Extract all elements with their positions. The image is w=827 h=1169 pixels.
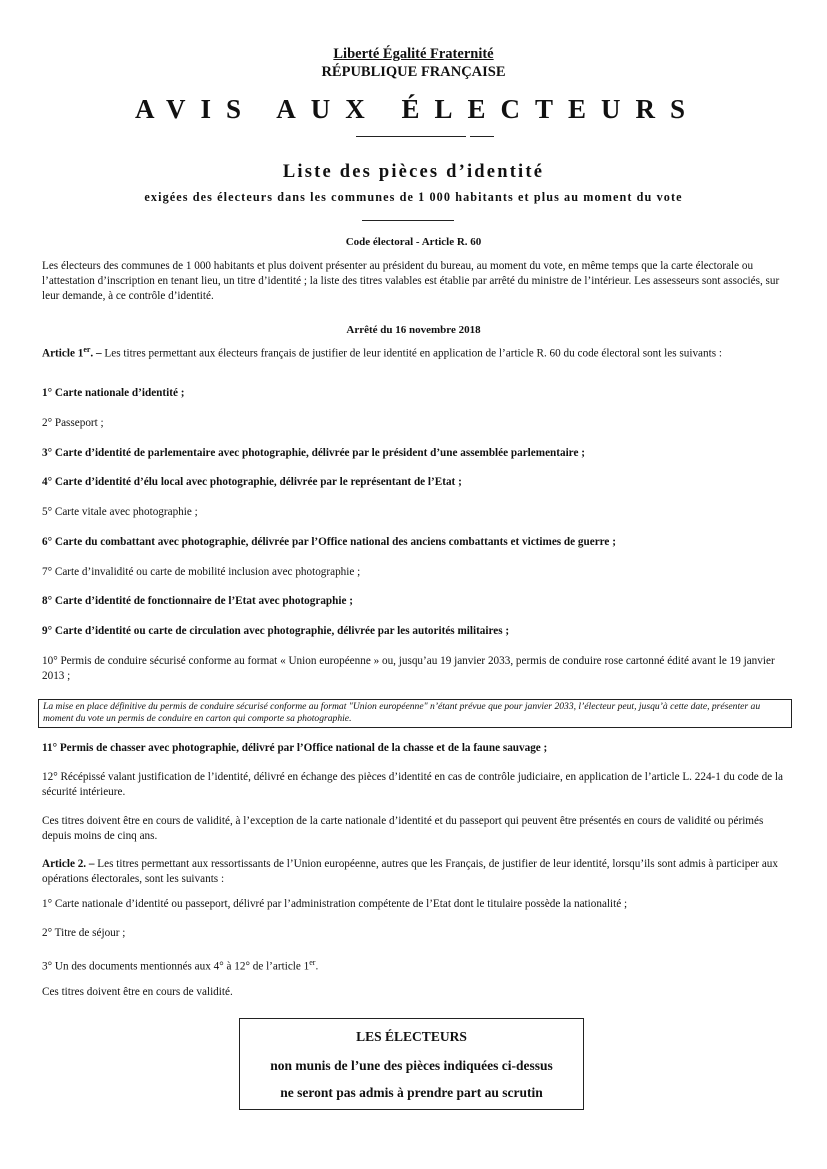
- list-item: 3° Carte d’identité de parlementaire avec photographie, délivrée par le président d’une assemblée parlementaire ;: [42, 447, 585, 459]
- list-item: 10° Permis de conduire sécurisé conforme au format « Union européenne » ou, jusqu’au 19 janvier 2033, permis de conduire rose cartonné édité avant le 19 janvier 2013 ;: [42, 655, 775, 682]
- article-1-sup: er: [83, 345, 91, 354]
- article-1: [42, 342, 792, 362]
- motto: Liberté Égalité Fraternité: [333, 46, 494, 62]
- list-item-sup: er: [309, 958, 316, 967]
- list-subtitle: exigées des électeurs dans les communes de 1 000 habitants et plus au moment du vote: [144, 190, 683, 204]
- list-item: 12° Récépissé valant justification de l’identité, délivré en échange des pièces d’identité en cas de contrôle judiciaire, en application de l’article L. 224-1 du code de la sécurité intérieure.: [42, 771, 784, 798]
- notice-box: La mise en place définitive du permis de conduire sécurisé conforme au format "Union européenne" n’étant prévue que pour janvier 2033, l’électeur peut, jusqu’à cette date, présenter au moment du vote un permis de conduire en carton qui comporte sa photographie.: [38, 699, 792, 728]
- article-1-text: Les titres permettant aux électeurs français de justifier de leur identité en application de l’article R. 60 du code électoral sont les suivants :: [104, 347, 722, 360]
- warning-box: [239, 1018, 584, 1110]
- list-item: 5° Carte vitale avec photographie ;: [42, 506, 198, 518]
- list-item: 1° Carte nationale d’identité ;: [42, 387, 185, 399]
- list-item: 2° Titre de séjour ;: [42, 927, 126, 939]
- article-2-label: Article 2. –: [42, 858, 95, 870]
- list-item: 9° Carte d’identité ou carte de circulation avec photographie, délivrée par les autorités militaires ;: [42, 625, 510, 637]
- article-1-label: Article 1: [42, 347, 84, 360]
- list-item: 6° Carte du combattant avec photographie, délivrée par l’Office national des anciens combattants et victimes de guerre ;: [42, 536, 616, 548]
- page-title: AVIS AUX ÉLECTEURS: [134, 94, 701, 124]
- list-item: 2° Passeport ;: [42, 417, 104, 429]
- list-item: 1° Carte nationale d’identité ou passeport, délivré par l’administration compétente de l’Etat dont le titulaire possède la nationalité ;: [42, 898, 628, 910]
- list-item: 11° Permis de chasser avec photographie, délivré par l’Office national de la chasse et de la faune sauvage ;: [42, 742, 548, 754]
- list-item: 7° Carte d’invalidité ou carte de mobilité inclusion avec photographie ;: [42, 566, 361, 578]
- warning-line-2: non munis de l’une des pièces indiquées ci-dessus: [270, 1058, 553, 1073]
- divider: [470, 136, 494, 137]
- list-item: 8° Carte d’identité de fonctionnaire de l’Etat avec photographie ;: [42, 595, 353, 607]
- code-text: Les électeurs des communes de 1 000 habitants et plus doivent présenter au président du bureau, au moment du vote, en même temps que la carte électorale ou l’attestation d’inscription en tenant lieu, un titre d’identité ; la liste des titres valables est établie par arrêté du ministre de l’intérieur. Les assesseurs sont associés, sur leur demande, à ce contrôle d’identité.: [42, 260, 780, 302]
- list-item-end: .: [315, 960, 319, 973]
- arrete-heading: Arrêté du 16 novembre 2018: [346, 324, 481, 336]
- list-title: Liste des pièces d’identité: [282, 162, 545, 182]
- warning-line-3: ne seront pas admis à prendre part au scrutin: [280, 1085, 543, 1100]
- article-2: [42, 857, 792, 887]
- republic-name: RÉPUBLIQUE FRANÇAISE: [321, 64, 506, 80]
- final-validity-note: Ces titres doivent être en cours de validité.: [42, 986, 233, 998]
- divider: [356, 136, 466, 137]
- divider: [362, 220, 454, 221]
- article-1-dash: . –: [90, 347, 102, 360]
- list-item: [42, 955, 792, 975]
- list-item: 4° Carte d’identité d’élu local avec photographie, délivrée par le représentant de l’Etat ;: [42, 476, 462, 488]
- validity-note: Ces titres doivent être en cours de validité, à l’exception de la carte nationale d’identité et du passeport qui peuvent être présentés en cours de validité ou périmés depuis moins de cinq ans.: [42, 815, 764, 842]
- code-heading: Code électoral - Article R. 60: [345, 236, 482, 248]
- list-item-text: 3° Un des documents mentionnés aux 4° à 12° de l’article 1: [42, 960, 310, 973]
- article-2-text: Les titres permettant aux ressortissants de l’Union européenne, autres que les Français, de justifier de leur identité, lorsqu’ils sont admis à participer aux opérations électorales, sont les suivants :: [42, 858, 778, 885]
- warning-line-1: LES ÉLECTEURS: [356, 1029, 467, 1044]
